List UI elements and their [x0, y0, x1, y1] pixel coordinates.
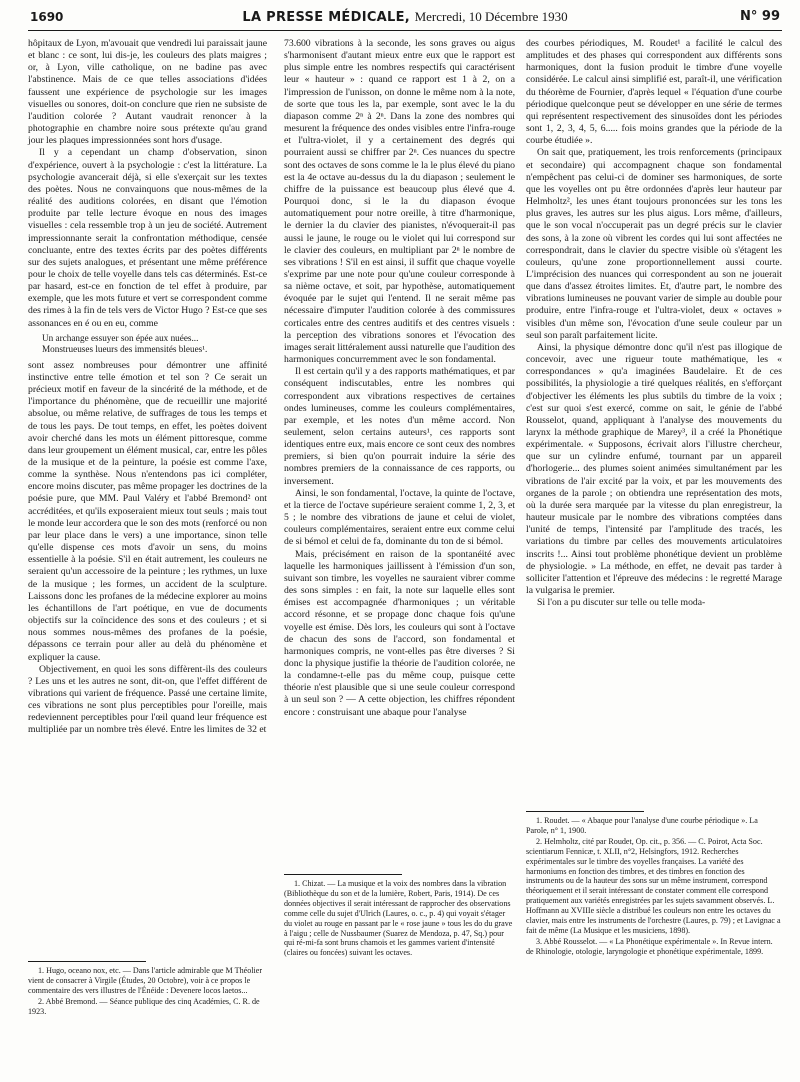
running-title [28, 9, 782, 25]
issue-date: Mercredi, 10 Décembre 1930 [414, 9, 568, 24]
footnotes-column-3 [526, 806, 782, 958]
page-header [28, 4, 782, 31]
paragraph: des courbes périodiques, M. Roudet¹ a facilité le calcul des amplitudes et des phases qui correspondent aux différents sons harmoniques, dont la fusion produit le timbre d'une voyelle considérée. Le calcul ainsi simplifié est, paraît-il, une vérification du théorème de Fournier, d'après lequel « l'équation d'une courbe périodique quelconque peut se développer en une série de termes qui représentent respectivement des sinusoïdes dont les périodes sont 1, 2, 3, 4, 5, 6..... fois moins grandes que la période de la courbe étudiée ». [526, 38, 782, 147]
footnote: 1. Hugo, oceano nox, etc. — Dans l'article admirable que M Théolier vient de consacrer à Virgile (Études, 20 Octobre), voir à ce propos le commentaire des vers illustres de l'Énéide : Devenere locos laetos... [28, 966, 263, 995]
verse-line: Un archange essuyer son épée aux nuées... [42, 332, 199, 343]
page-number: 1690 [30, 10, 64, 24]
verse-line: Monstrueuses lueurs des immensités bleues¹. [42, 344, 208, 355]
text-column-3 [526, 38, 782, 609]
journal-name: LA PRESSE MÉDICALE, [242, 10, 411, 25]
footnotes-column-1 [28, 956, 267, 1018]
paragraph: Il est certain qu'il y a des rapports mathématiques, et par conséquent indiscutables, entre les nombres qui correspondent aux vibrations respectives de certaines ondes lumineuses, comme les couleurs complémentaires, par exemple, et les notes d'un même accord. Non seulement, selon certains auteurs¹, ces rapports sont identiques entre eux, mais encore ce sont ceux des nombres premiers, si bien qu'on pourrait induire la série des nombres premiers de la connaissance de ces rapports, ou inversement. [284, 366, 515, 487]
paragraph: 73.600 vibrations à la seconde, les sons graves ou aigus s'harmonisent d'autant mieux entre eux que le rapport est plus simple entre les nombres respectifs qui caractérisent leur « hauteur » : quand ce rapport est 1 à 2, on a l'impression de l'unisson, on donne le même nom à la note, de sorte que tous les la, par exemple, sont avec le la du diapason comme 2ⁿ à 2ⁿ. Dans la zone des nombres qui mesurent la fréquence des ondes visibles entre l'infra-rouge et l'ultra-violet, il y a certainement des degrés qui pourraient aussi se chiffrer par 2ⁿ. Ces nuances du spectre sont des octaves de sons comme le la le plus élevé du piano est la 4e octave au-dessus du la du diapason ; seulement le chiffre de la puissance est beaucoup plus élevé que 4. Pourquoi donc, si le la du diapason évoque automatiquement pour notre oreille, à titre d'harmonique, le dernier la du clavier des pianistes, n'évoquerait-il pas aussi le jaune, le rouge ou le violet qui lui correspond sur le clavier des couleurs, en multipliant par 2ⁿ le nombre de ses vibrations ! S'il en est ainsi, il suffit que chaque voyelle s'exprime par une note pour qu'une couleur corresponde à sa nième octave, et soit, par hypothèse, automatiquement évoquée par le sujet qui l'entend. Il ne serait même pas nécessaire d'imputer l'audition colorée à des commissures corticales entre des centres auditifs et des centres visuels : la perception des vibrations sonores et l'évocation des images serait littéralement aussi naturelle que l'audition des harmoniques concurremment avec le son fondamental. [284, 38, 515, 366]
footnote: 2. Helmholtz, cité par Roudet, Op. cit., p. 356. — C. Poirot, Acta Soc. scientiarum Fennicæ, t. XLII, n°2, Helsingfors, 1912. Recherches expérimentales sur le timbre des voyelles françaises. La variété des harmoniums en fonction des timbres, et des timbres en fonction des instruments ou de la hauteur des sons sur un même instrument, correspond théoriquement et il serait intéressant de constater comment elle correspond pratiquement aux variétés enregistrées par les sujets savamment observés. L. Hoffmann au XVIIIe siècle a distribué les couleurs non entre les octaves du clavier, mais entre les instruments de l'orchestre (Laures, p. 79) ; et Lavignac a fait de même (La Musique et les musiciens, 1898). [526, 836, 781, 935]
paragraph: sont assez nombreuses pour démontrer une affinité instinctive entre telle émotion et tel son ? Ce serait un précieux motif en faveur de la sincérité de la méthode, et de l'importance du phénomène, que de recueillir une majorité absolue, ou même relative, de suffrages de tous les temps et de tous les pays. De tout temps, en effet, les poètes doivent avoir cherché dans les mots un élément pittoresque, comme dans leur groupement un élément musical, car, entre les pôles de la musique et de la peinture, la poésie est comme l'axe, comme la synthèse. Nous n'entendons pas ici compléter, encore moins discuter, pas même propager les doctrines de la poésie pure, que MM. Paul Valéry et l'abbé Bremond² ont accréditées, et qu'ils exposeraient mieux tout seuls ; mais tout le monde leur accordera que le son des mots (renforcé ou non par leur place dans le vers) a une importance, sinon telle qu'elle dispense ces mots d'avoir un sens, du moins essentielle à la poésie. S'il en était autrement, les couleurs ne seraient qu'un accessoire de la peinture ; les rythmes, un luxe de la musique ; les formes, un accident de la sculpture. Laissons donc les profanes de la médecine explorer au moins les échantillons de l'art poétique, en vue de documents objectifs sur la coïncidence des sons et des couleurs ; et si nous sommes nous-mêmes des profanes de la poésie, dépassons ce terrain pour aller au delà du phénomène et expliquer la cause. [28, 359, 267, 663]
paragraph: On sait que, pratiquement, les trois renforcements (principaux et secondaire) qui accompagnent chaque son fondamental n'empêchent pas celui-ci de dominer ses harmoniques, de sorte que les voyelles ont pu être ordonnées d'après leur hauteur par Helmholtz², les unes étant toujours prononcées sur les tons les plus graves, les autres sur les plus aigus. Lors même, d'ailleurs, que le son vocal n'occuperait pas un degré précis sur le clavier des sons, à la zone où vibrent les cordes qui lui sont affectées ne correspondrait, dans le clavier du spectre visible où s'étagent les couleurs, qu'une zone proportionnellement aussi courte. L'imprécision des nuances qui correspondent au son ne jouerait que dans d'assez étroites limites. Et, d'autre part, le nombre des vibrations lumineuses ne pouvant varier de simple au double pour produire, entre l'infra-rouge et l'ultra-violet, deux « octaves » visibles d'un même son, l'évocation d'une seule couleur par un seul son paraît parfaitement licite. [526, 147, 782, 341]
paragraph: Objectivement, en quoi les sons diffèrent-ils des couleurs ? Les uns et les autres ne sont, dit-on, que l'effet différent de vibrations qui varient de fréquence. Passé une certaine limite, ces vibrations ne sont plus perceptibles pour l'oreille, mais redeviennent perceptibles pour l'œil quand leur fréquence est multipliée par un nombre très élevé. Entre les limites de 32 et [28, 663, 267, 736]
footnotes-column-2 [284, 869, 515, 959]
verse-quote [42, 333, 267, 356]
footnote-rule [526, 811, 644, 812]
footnote: 2. Abbé Bremond. — Séance publique des cinq Académies, C. R. de 1923. [28, 996, 260, 1016]
text-column-2 [284, 38, 515, 719]
paragraph: Mais, précisément en raison de la spontanéité avec laquelle les harmoniques jaillissent à l'émission d'un son, suivant son timbre, les voyelles ne sauraient vibrer comme des sons simples : en fait, la note sur laquelle elles sont émises est accompagnée d'harmoniques ; un véritable accord résonne, et se propage donc chaque fois qu'une voyelle est émise. Dès lors, les couleurs qui sont à l'octave de chacun des sons de l'accord, son fondamental et harmoniques compris, ne vont-elles pas être diverses ? Si donc la physique justifie la théorie de l'audition colorée, ne la condamne-t-elle pas du même coup, puisque cette théorie n'est plausible que si une seule couleur correspond à un seul son ? — A cette objection, les chiffres répondent encore : construisant une abaque pour l'analyse [284, 548, 515, 718]
paragraph: Il y a cependant un champ d'observation, sinon d'expérience, ouvert à la psychologie : c'est la littérature. La psychologie avancerait déjà, si elle s'exerçait sur les textes des poètes. Nous ne convainquons que nous-mêmes de la réalité des auditions colorées, en disant que l'émotion produite par telle lecture évoque en nous des images visuelles : cela ressemble trop à un jeu de société. Autrement impressionnante serait la confrontation méthodique, censée concluante, entre des textes écrits par des poètes différents sur des sujets analogues, et présentant une même préférence pour le choix de telle voyelle dans tels cas déterminés. Est-ce par hasard, est-ce en fonction de tel effet à produire, par exemple, que les mots future et vert se correspondent comme des rimes à la fin de tels vers de Victor Hugo ? Est-ce que ses assonances en é ou en eu, comme [28, 147, 267, 329]
footnote: 3. Abbé Rousselot. — « La Phonétique expérimentale ». In Revue intern. de Rhinologie, otologie, laryngologie et phonétique expérimentale, 1899. [526, 936, 773, 956]
text-column-1 [28, 38, 267, 737]
paragraph: hôpitaux de Lyon, m'avouait que vendredi lui paraissait jaune et blanc : ce sont, lui dis-je, les couleurs des plats maigres ; or, à Lyon, ville catholique, on ne badine pas avec l'abstinence. Mais de ce que telles associations d'idées faussent une expérience de psychologie sur les images visuelles ou sonores, doit-on conclure que rien ne subsiste de l'audition colorée ? Autant vaudrait renoncer à la photographie en chambre noire sous prétexte qu'au grand jour les plaques impressionnées sont hors d'usage. [28, 38, 267, 147]
paragraph: Ainsi, le son fondamental, l'octave, la quinte de l'octave, et la tierce de l'octave supérieure seraient comme 1, 2, 3, et 5 ; le nombre des vibrations de jaune et celui de violet, couleurs complémentaires, seraient entre eux comme celui de si bémol et celui de fa, dominante du ton de si bémol. [284, 487, 515, 548]
footnote: 1. Roudet. — « Abaque pour l'analyse d'une courbe périodique ». La Parole, n° 1, 1900. [526, 816, 758, 835]
paragraph: Si l'on a pu discuter sur telle ou telle moda- [537, 597, 706, 609]
footnote-rule [284, 874, 402, 875]
footnote-rule [28, 961, 146, 962]
paragraph: Ainsi, la physique démontre donc qu'il n'est pas illogique de concevoir, avec une rigueur toute mathématique, les « correspondances » qu'a imaginées Baudelaire. Et de ces possibilités, la physiologie a tiré quelques réalités, en s'efforçant d'objectiver les éléments les plus subtils du timbre de la voix ; c'est sur quoi s'est exercé, comme on sait, le génie de l'abbé Rousselot, quand, appliquant à l'analyse des mouvements du larynx la méthode graphique de Marey³, il a créé la Phonétique expérimentale. « Supposons, écrivait alors l'illustre chercheur, que sur un cylindre enfumé, tournant par un appareil d'horlogerie... des plumes soient animées simultanément par les vibrations de l'air excité par la voix, et par les mouvements des organes de la parole ; on obtiendra une représentation des mots, où la durée sera marquée par la vitesse du plan enregistreur, la hauteur musicale par le nombre des vibrations comptées dans l'unité de temps, l'intensité par l'amplitude des tracés, les variations du timbre par celles des mouvements articulatoires inscrits !... Ainsi tout problème phonétique devient un problème de physiologie. » La méthode, en effet, ne devait pas tarder à solliciter l'attention et l'épreuve des médecins : le regretté Marage la vulgarisa le premier. [526, 341, 782, 597]
footnote: 1. Chizat. — La musique et la voix des nombres dans la vibration (Bibliothèque du son et de la lumière, Robert, Paris, 1914). De ces données objectives il serait intéressant de rapprocher des observations comme celle du sujet d'Ulrich (Laures, o. c., p. 4) qui voyait s'étager du violet au rouge en passant par le « rose jaune » tous les do du grave à l'aigu ; celle de Nussbaumer (Suarez de Mendoza, p. 47, Sq.) pour qui ré-mi-fa sont bruns chamois et les gammes varient d'intensité (claires ou foncées) suivant les octaves. [284, 879, 513, 958]
issue-number: N° 99 [740, 9, 780, 24]
